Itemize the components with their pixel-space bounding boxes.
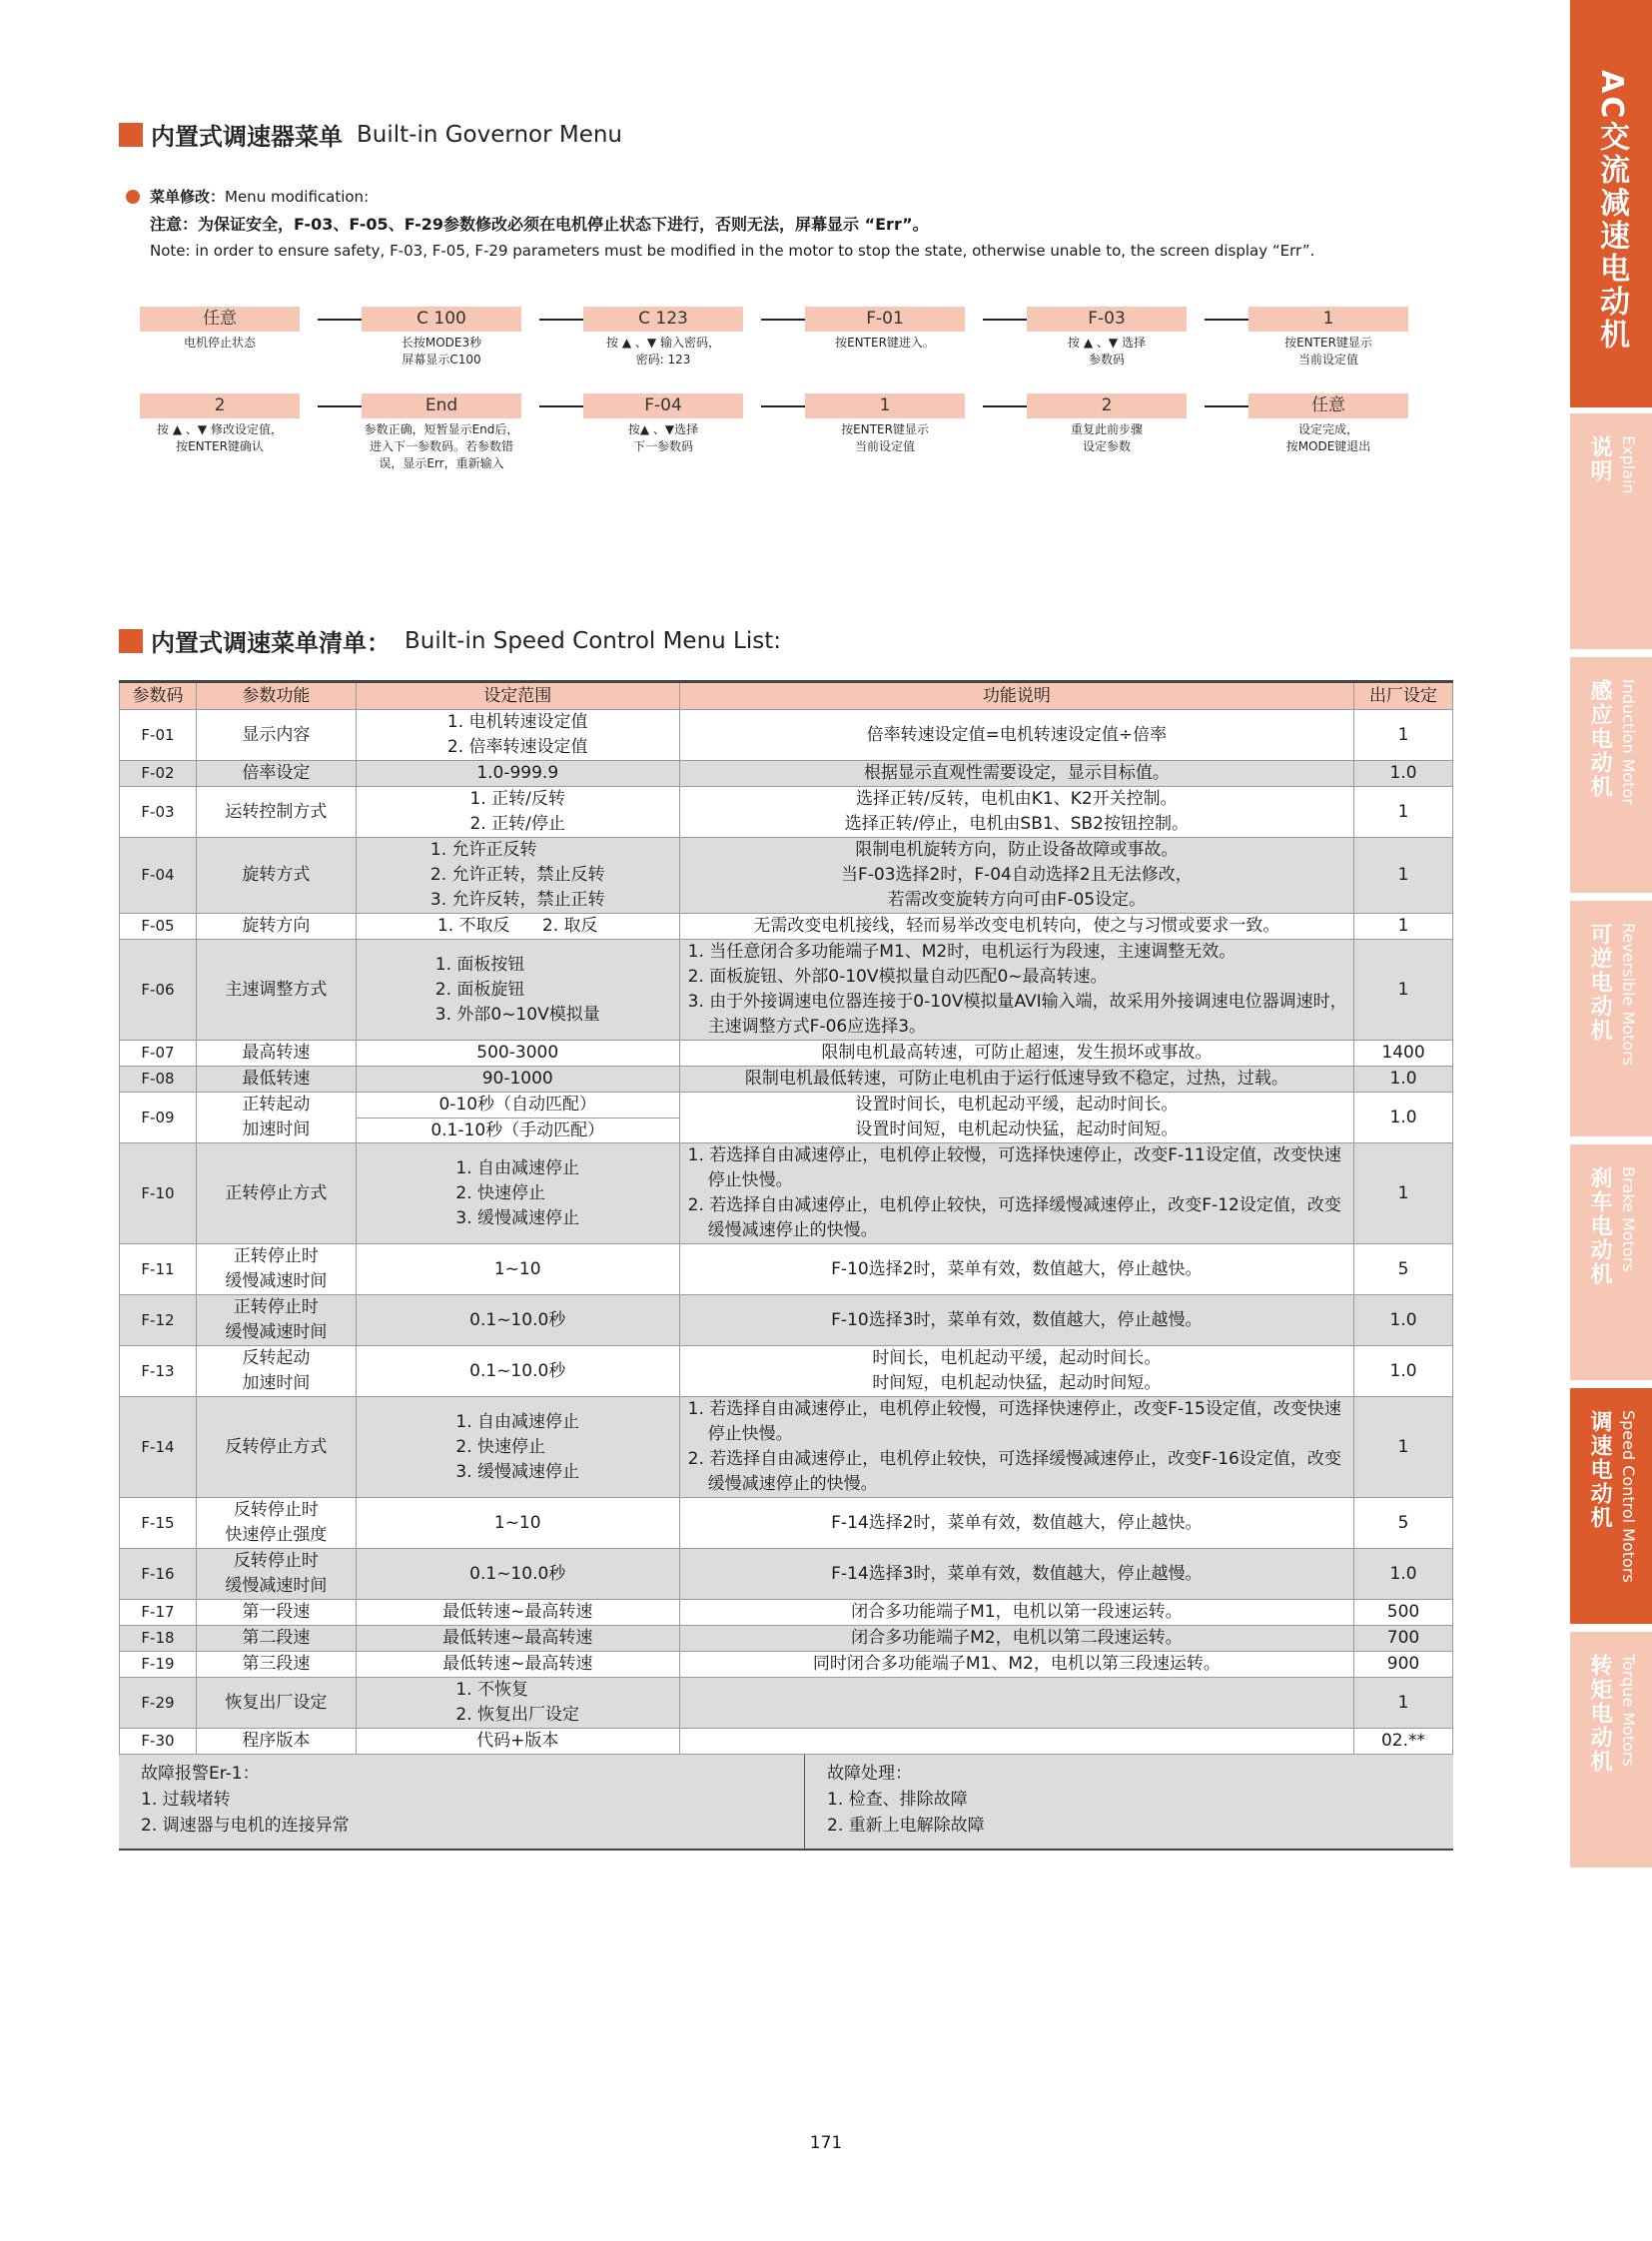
param-code: F-17: [120, 1600, 197, 1626]
bullet-dot-icon: [126, 190, 140, 204]
tab-label: 说明: [1587, 435, 1612, 483]
range-list: 1. 电机转速设定值 2. 倍率转速设定值: [446, 712, 588, 757]
description-item: 1. 当任意闭合多功能端子M1、M2时，电机运行为段速，主速调整无效。: [687, 942, 1237, 962]
heading-zh: 内置式调速菜单清单：: [151, 629, 391, 657]
param-code: F-02: [120, 761, 197, 787]
param-code: F-01: [120, 710, 197, 761]
flow-step-desc: 重复此前步骤 设定参数: [1070, 422, 1143, 453]
tab-label-en: Speed Control Motors: [1619, 1410, 1638, 1583]
param-function: 第一段速: [196, 1600, 356, 1626]
description-item: 1. 若选择自由减速停止，电机停止较慢，可选择快速停止，改变F-15设定值，改变快速停止快慢。: [687, 1399, 1341, 1444]
param-default: 5: [1354, 1244, 1453, 1295]
tab-label: 刹车电动机: [1587, 1166, 1612, 1286]
param-range: 1.0-999.9: [356, 761, 679, 787]
table-row: [120, 1626, 1453, 1652]
header-code: 参数码: [120, 682, 197, 710]
heading-square-icon: [119, 123, 143, 147]
param-code: F-11: [120, 1244, 197, 1295]
range-list: 1. 面板按钮 2. 面板旋钮 3. 外部0~10V模拟量: [434, 954, 600, 1025]
table-row: [120, 761, 1453, 787]
param-description: 限制电机最低转速，可防止电机由于运行低速导致不稳定，过热，过载。: [679, 1067, 1353, 1093]
param-default: 1: [1354, 1397, 1453, 1498]
tab-speed-control-motors[interactable]: [1570, 1388, 1652, 1624]
tab-label: 调速电动机: [1587, 1410, 1612, 1530]
param-function: 正转起动 加速时间: [196, 1093, 356, 1143]
param-code: F-04: [120, 838, 197, 914]
param-function: 旋转方向: [196, 914, 356, 940]
table-row: [120, 1652, 1453, 1678]
range-list: 1. 正转/反转 2. 正转/停止: [469, 789, 565, 834]
param-description: [679, 940, 1353, 1041]
param-description: 同时闭合多功能端子M1、M2，电机以第三段速运转。: [679, 1652, 1353, 1678]
table-row: [120, 940, 1453, 1041]
param-description: F-14选择2时，菜单有效，数值越大，停止越快。: [679, 1498, 1353, 1549]
tab-label-en: Brake Motors: [1619, 1166, 1638, 1272]
param-code: F-18: [120, 1626, 197, 1652]
flow-row-1: [140, 307, 1408, 369]
flow-step-desc: 按 ▲ 、▼ 输入密码， 密码: 123: [606, 336, 720, 367]
table-row: [120, 1295, 1453, 1346]
param-function: 正转停止时 缓慢减速时间: [196, 1244, 356, 1295]
flow-step-display: C 123: [583, 307, 743, 332]
fault-line: 2. 重新上电解除故障: [827, 1816, 985, 1836]
flow-step: [1027, 393, 1187, 472]
param-code: F-05: [120, 914, 197, 940]
param-description: 选择正转/反转，电机由K1、K2开关控制。 选择正转/停止，电机由SB1、SB2按钮控制。: [679, 787, 1353, 838]
tab-explain[interactable]: [1570, 413, 1652, 649]
flow-step-display: 1: [1248, 307, 1408, 332]
tab-label-en: Induction Motor: [1619, 679, 1638, 805]
param-default: 1: [1354, 838, 1453, 914]
range-list: 1. 不恢复 2. 恢复出厂设定: [455, 1680, 580, 1725]
table-row: [120, 1244, 1453, 1295]
heading-en: Built-in Governor Menu: [357, 121, 623, 148]
param-function: 正转停止时 缓慢减速时间: [196, 1295, 356, 1346]
table-row: [120, 1397, 1453, 1498]
heading-en: Built-in Speed Control Menu List:: [405, 627, 782, 654]
param-default: 1.0: [1354, 761, 1453, 787]
header-description: 功能说明: [679, 682, 1353, 710]
param-default: 700: [1354, 1626, 1453, 1652]
param-range: 0-10秒（自动匹配）: [356, 1093, 679, 1119]
param-function: 反转停止时 快速停止强度: [196, 1498, 356, 1549]
flow-step-desc: 电机停止状态: [183, 336, 256, 350]
flow-step-desc: 设定完成， 按MODE键退出: [1285, 422, 1371, 453]
flow-step-desc: 按 ▲ 、▼ 选择 参数码: [1068, 336, 1146, 367]
table-row: [120, 1093, 1453, 1119]
param-range: 最低转速~最高转速: [356, 1600, 679, 1626]
param-description: 限制电机最高转速，可防止超速，发生损坏或事故。: [679, 1041, 1353, 1067]
menu-modification-note: [126, 184, 1314, 265]
flow-step-desc: 长按MODE3秒 屏幕显示C100: [401, 336, 482, 367]
param-default: 1.0: [1354, 1067, 1453, 1093]
note-label: 菜单修改：: [150, 188, 226, 206]
note-warning-en: Note: in order to ensure safety, F-03, F-05, F-29 parameters must be modified in the motor to stop the state, otherwise unable to, the screen display “Err”.: [150, 242, 1315, 260]
param-description: 设置时间长，电机起动平缓，起动时间长。 设置时间短，电机起动快猛，起动时间短。: [679, 1093, 1353, 1143]
description-item: 2. 面板旋钮、外部0-10V模拟量自动匹配0~最高转速。: [687, 967, 1108, 987]
param-description: [679, 1678, 1353, 1729]
table-row: [120, 1600, 1453, 1626]
param-description: 限制电机旋转方向，防止设备故障或事故。 当F-03选择2时，F-04自动选择2且无法修改， 若需改变旋转方向可由F-05设定。: [679, 838, 1353, 914]
flow-step: [583, 307, 743, 369]
param-function: 第三段速: [196, 1652, 356, 1678]
param-code: F-29: [120, 1678, 197, 1729]
flow-step-display: End: [362, 393, 521, 418]
param-default: 1.0: [1354, 1295, 1453, 1346]
table-row: [120, 1498, 1453, 1549]
table-row: [120, 1143, 1453, 1244]
param-function: 恢复出厂设定: [196, 1678, 356, 1729]
param-function: 第二段速: [196, 1626, 356, 1652]
param-range: 500-3000: [356, 1041, 679, 1067]
table-row: [120, 710, 1453, 761]
flow-step: [805, 393, 965, 472]
param-function: 主速调整方式: [196, 940, 356, 1041]
param-function: 正转停止方式: [196, 1143, 356, 1244]
tab-ac-motors[interactable]: [1570, 0, 1652, 407]
description-item: 3. 由于外接调速电位器连接于0-10V模拟量AVI输入端，故采用外接调速电位器调速时，主速调整方式F-06应选择3。: [687, 992, 1347, 1037]
range-list: 1. 自由减速停止 2. 快速停止 3. 缓慢减速停止: [455, 1411, 580, 1482]
note-label-en: Menu modification:: [225, 188, 370, 206]
flow-step: [140, 307, 300, 369]
param-code: F-08: [120, 1067, 197, 1093]
description-item: 2. 若选择自由减速停止，电机停止较快，可选择缓慢减速停止，改变F-16设定值，改变缓慢减速停止的快慢。: [687, 1449, 1341, 1494]
param-range: 最低转速~最高转速: [356, 1626, 679, 1652]
fault-line: 1. 过载堵转: [141, 1790, 231, 1810]
param-code: F-19: [120, 1652, 197, 1678]
param-description: F-14选择3时，菜单有效，数值越大，停止越慢。: [679, 1549, 1353, 1600]
param-code: F-16: [120, 1549, 197, 1600]
param-code: F-09: [120, 1093, 197, 1143]
heading-zh: 内置式调速器菜单: [151, 123, 343, 151]
param-function: 反转起动 加速时间: [196, 1346, 356, 1397]
flow-step: [362, 307, 521, 369]
param-function: 倍率设定: [196, 761, 356, 787]
param-default: 1400: [1354, 1041, 1453, 1067]
param-description: 根据显示直观性需要设定，显示目标值。: [679, 761, 1353, 787]
param-code: F-10: [120, 1143, 197, 1244]
param-range: [356, 838, 679, 914]
param-code: F-07: [120, 1041, 197, 1067]
param-range: 1~10: [356, 1244, 679, 1295]
flow-step: [1248, 393, 1408, 472]
header-range: 设定范围: [356, 682, 679, 710]
flow-step-desc: 按 ▲ 、▼ 修改设定值， 按ENTER键确认: [157, 422, 283, 453]
param-description: 倍率转速设定值=电机转速设定值÷倍率: [679, 710, 1353, 761]
param-default: 1.0: [1354, 1093, 1453, 1143]
param-default: 1: [1354, 914, 1453, 940]
param-code: F-12: [120, 1295, 197, 1346]
fault-info: [119, 1755, 1453, 1851]
flow-step: [1248, 307, 1408, 369]
param-function: 反转停止方式: [196, 1397, 356, 1498]
tab-label-en: Reversible Motors: [1619, 923, 1638, 1067]
param-range: 0.1~10.0秒: [356, 1346, 679, 1397]
param-function: 最低转速: [196, 1067, 356, 1093]
table-row: [120, 1067, 1453, 1093]
side-tabs: [1570, 0, 1652, 1868]
param-range: [356, 1143, 679, 1244]
page-number: 171: [809, 2133, 843, 2153]
param-range: 0.1~10.0秒: [356, 1549, 679, 1600]
flow-row-2: [140, 393, 1408, 472]
header-function: 参数功能: [196, 682, 356, 710]
fault-handling: [805, 1755, 1007, 1849]
flow-step-desc: 按▲ 、▼选择 下一参数码: [627, 422, 699, 453]
note-warning-zh: 注意：为保证安全，F-03、F-05、F-29参数修改必须在电机停止状态下进行，否则无法，屏幕显示 “Err”。: [150, 215, 929, 234]
param-code: F-03: [120, 787, 197, 838]
flow-step: [140, 393, 300, 472]
param-function: 显示内容: [196, 710, 356, 761]
param-range: 最低转速~最高转速: [356, 1652, 679, 1678]
param-default: 1: [1354, 1143, 1453, 1244]
param-code: F-15: [120, 1498, 197, 1549]
param-range: 1. 不取反 2. 取反: [356, 914, 679, 940]
param-range: [356, 710, 679, 761]
table-row: [120, 1678, 1453, 1729]
param-default: 900: [1354, 1652, 1453, 1678]
param-range: [356, 787, 679, 838]
flow-step-desc: 按ENTER键显示 当前设定值: [841, 422, 929, 453]
flow-step: [362, 393, 521, 472]
flow-step-desc: 按ENTER键显示 当前设定值: [1284, 336, 1372, 367]
param-code: F-13: [120, 1346, 197, 1397]
param-description: F-10选择3时，菜单有效，数值越大，停止越慢。: [679, 1295, 1353, 1346]
fault-alarm: [119, 1755, 805, 1849]
param-default: 1: [1354, 940, 1453, 1041]
tab-label-en: Torque Motors: [1619, 1654, 1638, 1767]
param-description: [679, 1397, 1353, 1498]
param-default: 1: [1354, 1678, 1453, 1729]
heading-square-icon: [119, 629, 143, 653]
param-default: 1.0: [1354, 1346, 1453, 1397]
table-row: [120, 1549, 1453, 1600]
param-range: 0.1~10.0秒: [356, 1295, 679, 1346]
param-range: 代码+版本: [356, 1729, 679, 1755]
table-row: [120, 914, 1453, 940]
description-item: 1. 若选择自由减速停止，电机停止较慢，可选择快速停止，改变F-11设定值，改变快速停止快慢。: [687, 1145, 1341, 1190]
param-code: F-30: [120, 1729, 197, 1755]
flow-step-display: 任意: [140, 307, 300, 332]
param-default: 1: [1354, 710, 1453, 761]
param-description: 时间长，电机起动平缓，起动时间长。 时间短，电机起动快猛，起动时间短。: [679, 1346, 1353, 1397]
flow-step-display: F-01: [805, 307, 965, 332]
param-range: [356, 940, 679, 1041]
param-description: 闭合多功能端子M1，电机以第一段速运转。: [679, 1600, 1353, 1626]
speed-control-menu-table: [119, 680, 1453, 1755]
flow-step: [1027, 307, 1187, 369]
param-range: [356, 1678, 679, 1729]
tab-brake-motors[interactable]: [1570, 1144, 1652, 1380]
table-row: [120, 838, 1453, 914]
fault-line: 2. 调速器与电机的连接异常: [141, 1816, 350, 1836]
flow-step-display: 2: [140, 393, 300, 418]
param-function: 旋转方式: [196, 838, 356, 914]
header-default: 出厂设定: [1354, 682, 1453, 710]
table-row: [120, 787, 1453, 838]
flow-step-display: 2: [1027, 393, 1187, 418]
table-header-row: [120, 682, 1453, 710]
flow-step-display: 任意: [1248, 393, 1408, 418]
param-description: 无需改变电机接线，轻而易举改变电机转向，使之与习惯或要求一致。: [679, 914, 1353, 940]
fault-line: 故障报警Er-1：: [141, 1764, 260, 1784]
param-function: 运转控制方式: [196, 787, 356, 838]
flow-step: [583, 393, 743, 472]
flow-step-display: 1: [805, 393, 965, 418]
flow-step-display: F-04: [583, 393, 743, 418]
param-range: 0.1-10秒（手动匹配）: [356, 1118, 679, 1143]
flow-step-display: F-03: [1027, 307, 1187, 332]
param-default: 500: [1354, 1600, 1453, 1626]
param-code: F-14: [120, 1397, 197, 1498]
param-description: 闭合多功能端子M2，电机以第二段速运转。: [679, 1626, 1353, 1652]
flow-step: [805, 307, 965, 369]
tab-label-en: Explain: [1619, 435, 1638, 494]
section-heading-menu-list: [119, 623, 781, 658]
flow-step-desc: 参数正确，短暂显示End后， 进入下一参数码。若参数错 误，显示Err，重新输入: [364, 422, 519, 470]
table-row: [120, 1041, 1453, 1067]
range-list: 1. 自由减速停止 2. 快速停止 3. 缓慢减速停止: [455, 1157, 580, 1228]
param-function: 程序版本: [196, 1729, 356, 1755]
section-heading-governor-menu: [119, 117, 622, 152]
flow-step-display: C 100: [362, 307, 521, 332]
range-list: 1. 允许正反转 2. 允许正转，禁止反转 3. 允许反转，禁止正转: [429, 840, 605, 910]
param-default: 1: [1354, 787, 1453, 838]
param-default: 02.**: [1354, 1729, 1453, 1755]
tab-label: 转矩电动机: [1587, 1654, 1612, 1774]
param-description: F-10选择2时，菜单有效，数值越大，停止越快。: [679, 1244, 1353, 1295]
param-default: 1.0: [1354, 1549, 1453, 1600]
param-range: 90-1000: [356, 1067, 679, 1093]
tab-label: 可逆电动机: [1587, 923, 1612, 1043]
table-row: [120, 1729, 1453, 1755]
flow-step-desc: 按ENTER键进入。: [835, 336, 935, 350]
tab-reversible-motors[interactable]: [1570, 901, 1652, 1136]
table-row: [120, 1346, 1453, 1397]
fault-line: 故障处理：: [827, 1764, 912, 1784]
param-default: 5: [1354, 1498, 1453, 1549]
param-code: F-06: [120, 940, 197, 1041]
param-description: [679, 1143, 1353, 1244]
param-function: 反转停止时 缓慢减速时间: [196, 1549, 356, 1600]
tab-label: 感应电动机: [1587, 679, 1612, 799]
param-range: [356, 1397, 679, 1498]
description-item: 2. 若选择自由减速停止，电机停止较快，可选择缓慢减速停止，改变F-12设定值，改变缓慢减速停止的快慢。: [687, 1195, 1341, 1240]
param-function: 最高转速: [196, 1041, 356, 1067]
param-range: 1~10: [356, 1498, 679, 1549]
param-description: [679, 1729, 1353, 1755]
tab-torque-motors[interactable]: [1570, 1632, 1652, 1868]
tab-induction-motor[interactable]: [1570, 657, 1652, 893]
tab-label: AC交流减速电动机: [1594, 70, 1629, 353]
fault-line: 1. 检查、排除故障: [827, 1790, 968, 1810]
